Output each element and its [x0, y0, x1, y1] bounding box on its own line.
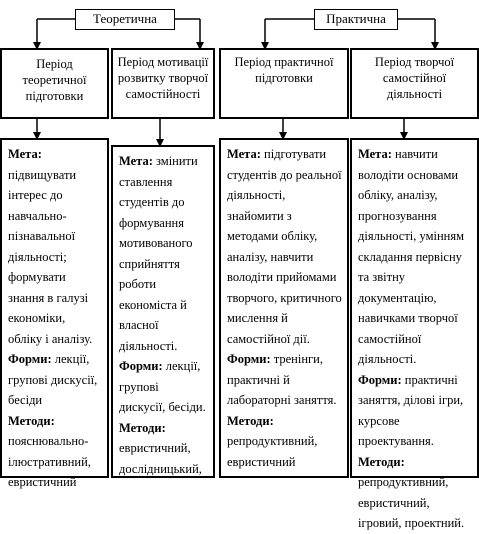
methods-label: Методи — [119, 420, 162, 435]
goal-text: підготувати студентів до реальної діяльності, знайомити з методами обліку, аналізу, навчити володіти прийомами творчого, критичного мислення й самостійної дії. — [227, 147, 342, 346]
period-title: Період мотивації розвитку творчої самостійності — [117, 55, 209, 101]
details-theoretical-preparation: Мета: підвищувати інтерес до навчально-пізнавальної діяльності; формувати знання в галузі економіки, обліку і аналізу. Форми: лекції, групові дискусії, бесіди Методи: пояснювально-ілюстративний, евристичний — [0, 138, 109, 478]
goal-text: змінити ставлення студентів до формування мотивованого сприйняття роботи економіста й власної діяльності. — [119, 154, 198, 353]
forms-text: практичні заняття, ділові ігри, курсове проектування. — [358, 372, 464, 448]
forms-text: лекції, групові дискусії, бесіди — [8, 352, 98, 407]
goal-text: підвищувати інтерес до навчально-пізнавальної діяльності; формувати знання в галузі економіки, обліку і аналізу. — [8, 167, 93, 346]
forms-label: Форми — [119, 359, 159, 373]
forms-text: лекції, групові дискусії, бесіди. — [119, 359, 206, 414]
methods-text: евристичний, дослідницький, — [119, 441, 202, 476]
group-theoretical-label: Теоретична — [93, 11, 157, 26]
details-practical-preparation: Мета: підготувати студентів до реальної діяльності, знайомити з методами обліку, аналізу, навчити володіти прийомами творчого, критичного мислення й самостійної дії. Форми: тренінги, практичні й лабораторні заняття. Методи: репродуктивний, евристичний — [219, 138, 349, 478]
details-creative-activity: Мета: навчити володіти основами обліку, аналізу, прогнозування діяльності, умінням складання первісну та звітну документацію, навичками творчої самостійної діяльності. Форми: практичні заняття, ділові ігри, курсове проектування. Методи: репродуктивний, евристичний, ігровий, проектний. — [350, 138, 479, 478]
goal-label: Мета — [119, 154, 149, 168]
goal-label: Мета — [227, 147, 257, 161]
period-creative-activity — [350, 48, 479, 119]
methods-text: пояснювально-ілюстративний, евристичний — [8, 434, 91, 489]
details-motivation: Мета: змінити ставлення студентів до формування мотивованого сприйняття роботи економіста й власної діяльності. Форми: лекції, групові дискусії, бесіди. Методи: евристичний, дослідницький, — [111, 145, 215, 478]
period-motivation — [111, 48, 215, 119]
methods-label: Методи — [358, 454, 401, 469]
methods-label: Методи — [8, 413, 51, 428]
goal-text: навчити володіти основами обліку, аналізу, прогнозування діяльності, умінням складання первісну та звітну документацію, навичками творчої самостійної діяльності. — [358, 147, 465, 366]
forms-label: Форми — [227, 352, 267, 366]
methods-text: репродуктивний, евристичний, ігровий, проектний. — [358, 475, 465, 530]
forms-label: Форми — [8, 352, 48, 366]
group-practical — [314, 9, 398, 30]
period-practical-preparation — [219, 48, 349, 119]
goal-label: Мета — [8, 147, 38, 161]
group-theoretical — [75, 9, 175, 30]
period-theoretical-preparation — [0, 48, 109, 119]
goal-label: Мета — [358, 147, 388, 161]
forms-label: Форми — [358, 372, 398, 387]
period-title: Період практичної підготовки — [234, 55, 334, 85]
period-title: Період теоретичної підготовки — [22, 57, 87, 103]
methods-label: Методи — [227, 413, 270, 428]
group-practical-label: Практична — [326, 11, 386, 26]
forms-text: тренінги, практичні й лабораторні заняття. — [227, 352, 337, 407]
methods-text: репродуктивний, евристичний — [227, 434, 318, 469]
period-title: Період творчої самостійної діяльності — [374, 55, 455, 101]
